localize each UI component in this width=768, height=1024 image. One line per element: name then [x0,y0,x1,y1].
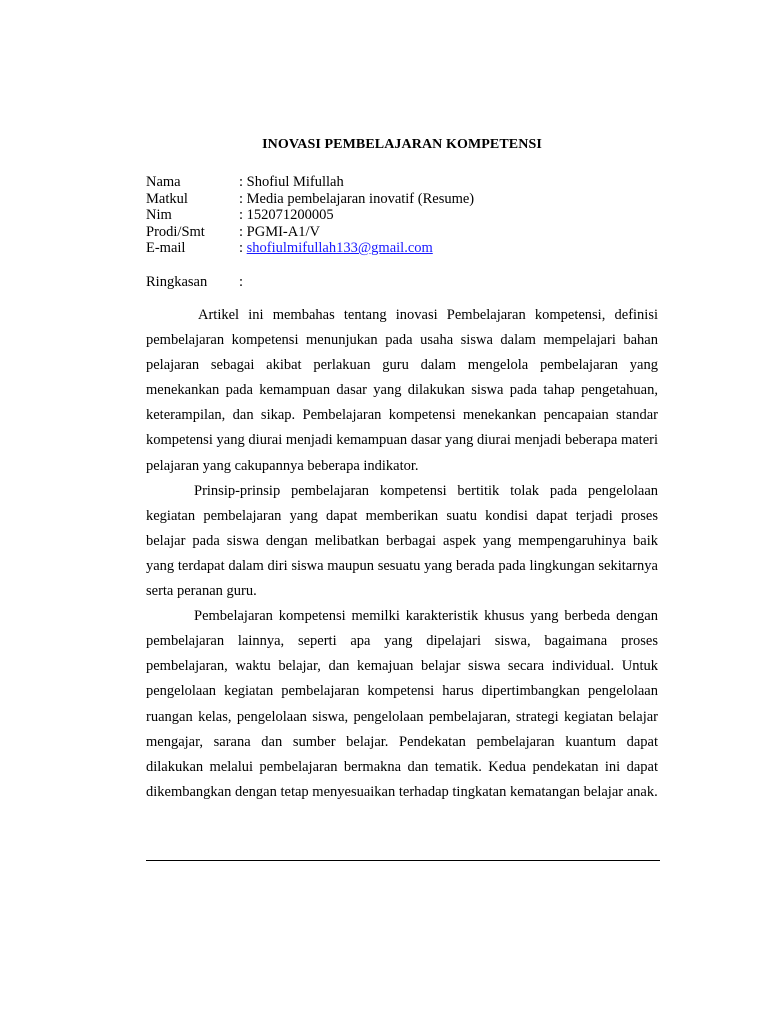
meta-label: Nama [146,174,181,190]
meta-row-course [146,191,474,208]
meta-row-email [146,240,474,257]
meta-value: : Shofiul Mifullah [239,174,344,190]
meta-label: Prodi/Smt [146,223,205,240]
meta-value: : Media pembelajaran inovatif (Resume) [239,190,475,207]
meta-row-nim [146,207,474,224]
meta-label: E-mail [146,240,186,256]
meta-row-name [146,174,474,191]
author-info [146,174,474,257]
paragraph: Artikel ini membahas tentang inovasi Pembelajaran kompetensi, definisi pembelajaran kompetensi menunjukan pada usaha siswa dalam mempelajari bahan pelajaran sebagai akibat perlakuan guru dalam mengelola pembelajaran yang menekankan pada kemampuan dasar yang dilakukan siswa pada tahap pengetahuan, keterampilan, dan sikap. Pembelajaran kompetensi menekankan pencapaian standar kompetensi yang diurai menjadi kemampuan dasar yang diurai menjadi beberapa materi pelajaran yang cakupannya beberapa indikator. [146,307,658,474]
email-link[interactable]: shofiulmifullah133@gmail.com [246,240,433,256]
meta-label: Matkul [146,190,188,207]
summary-label: Ringkasan [146,274,208,290]
summary-heading [146,274,243,291]
meta-value: : 152071200005 [239,207,334,223]
meta-row-program [146,224,474,241]
meta-label: Nim [146,207,172,223]
footer-divider [146,860,660,861]
document-title: INOVASI PEMBELAJARAN KOMPETENSI [262,137,542,152]
meta-separator: : [239,240,244,256]
summary-body [146,303,658,805]
meta-value: : PGMI-A1/V [239,223,320,240]
paragraph: Prinsip-prinsip pembelajaran kompetensi bertitik tolak pada pengelolaan kegiatan pembelajaran yang dapat memberikan suatu kondisi dapat terjadi proses belajar pada siswa dengan melibatkan berbagai aspek yang mempengaruhinya baik yang terdapat dalam diri siswa maupun sesuatu yang berada pada lingkungan sekitarnya serta peranan guru. [146,482,658,600]
paragraph: Pembelajaran kompetensi memilki karakteristik khusus yang berbeda dengan pembelajaran lainnya, seperti apa yang dipelajari siswa, bagaimana proses pembelajaran, waktu belajar, dan kemajuan belajar siswa secara individual. Untuk pengelolaan kegiatan pembelajaran kompetensi harus dipertimbangkan pengelolaan ruangan kelas, pengelolaan siswa, pengelolaan pembelajaran, strategi kegiatan belajar mengajar, sarana dan sumber belajar. Pendekatan pembelajaran kuantum dapat dilakukan melalui pembelajaran bermakna dan tematik. Kedua pendekatan ini dapat dikembangkan dengan tetap menyesuaikan terhadap tingkatan kematangan belajar anak. [146,608,658,800]
summary-separator: : [239,274,244,290]
